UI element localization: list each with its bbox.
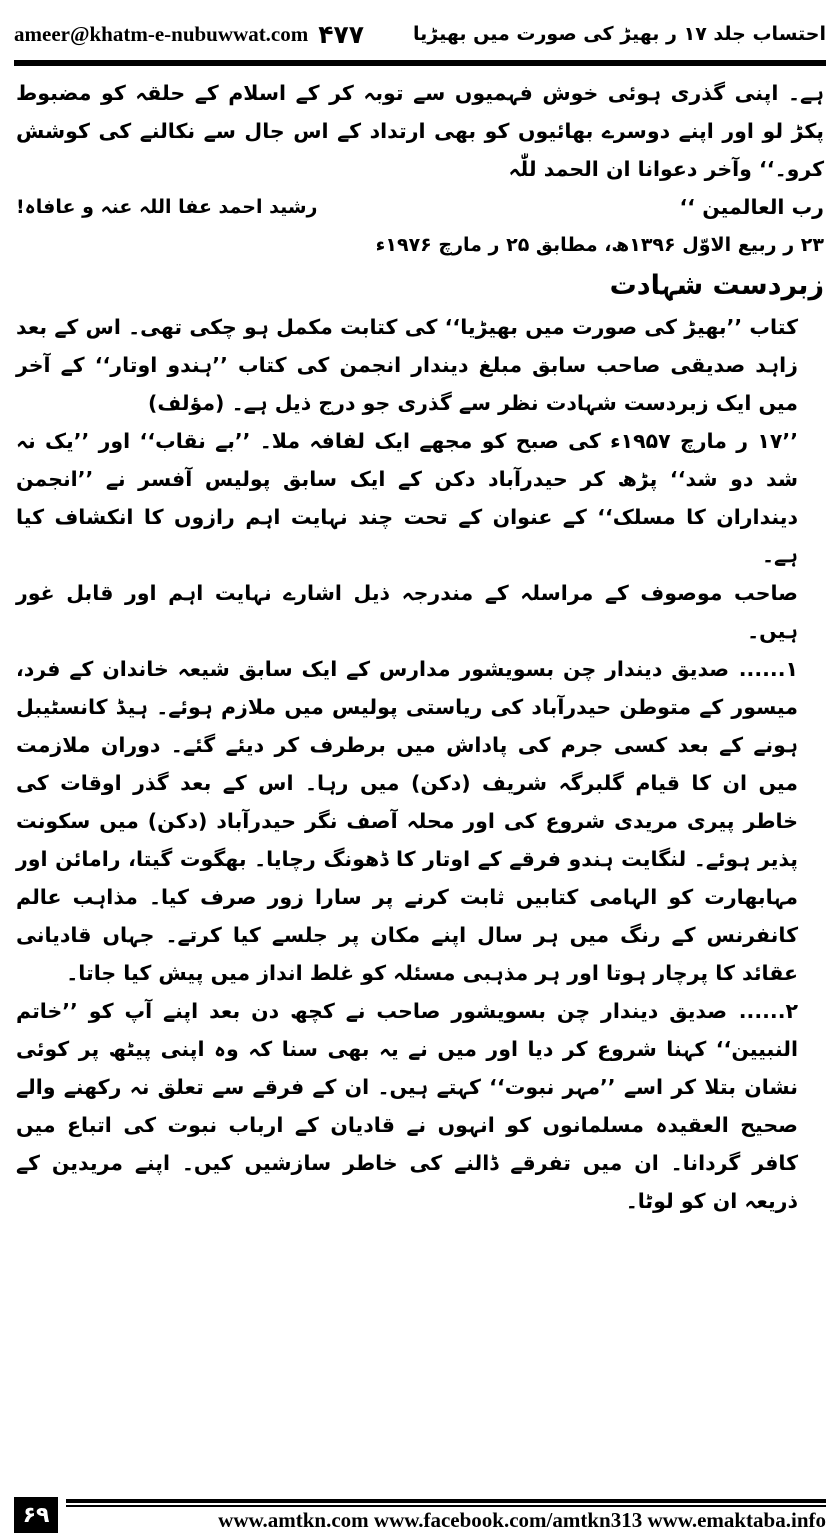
footer-links-area bbox=[58, 1497, 826, 1533]
footer-website-links[interactable]: www.amtkn.com www.facebook.com/amtkn313 www.emaktaba.info bbox=[218, 1508, 826, 1532]
list-item-2 bbox=[16, 992, 824, 1220]
list-item-1-text: صدیق دیندار چن بسویشور مدارس کے ایک سابق شیعہ خاندان کے فرد، میسور کے متوطن حیدرآباد کی ریاستی پولیس میں ملازم ہوئے۔ ہیڈ کانسٹیبل ہونے کے بعد کسی جرم کی پاداش میں برطرف کر دیئے گئے۔ دوران ملازمت میں ان کا قیام گلبرگہ شریف (دکن) میں رہا۔ اس کے بعد گذر اوقات کی خاطر پیری مریدی شروع کی اور محلہ آصف نگر حیدرآباد (دکن) میں سکونت پذیر ہوئے۔ لنگایت ہندو فرقے کے اوتار کا ڈھونگ رچایا۔ بھگوت گیتا، رامائن اور مہابھارت کو الہامی کتابیں ثابت کرنے پر سارا زور صرف کیا۔ مذاہب عالم کانفرنس کے رنگ میں ہر سال اپنے مکان پر جلسے کیا کرتے۔ جہاں قادیانی عقائد کا پرچار ہوتا اور ہر مذہبی مسئلہ کو غلط انداز میں پیش کیا جاتا۔ bbox=[16, 657, 798, 985]
paragraph-intro: کتاب ’’بھیڑ کی صورت میں بھیڑیا‘‘ کی کتابت مکمل ہو چکی تھی۔ اس کے بعد زاہد صدیقی صاحب سابق مبلغ دیندار انجمن کی کتاب ’’ہندو اوتار‘‘ کے آخر میں ایک زبردست شہادت نظر سے گذری جو درج ذیل ہے۔ (مؤلف) bbox=[16, 315, 798, 415]
list-item-1 bbox=[16, 650, 824, 992]
signature-row bbox=[16, 188, 824, 226]
page-body bbox=[16, 74, 824, 1220]
letter-date: ۲۳ ر ربیع الاوّل ۱۳۹۶ھ، مطابق ۲۵ ر مارچ ۱۹۷۶ء bbox=[375, 234, 824, 256]
header-page-number: ۴۷۷ bbox=[318, 19, 365, 49]
page-footer bbox=[14, 1497, 826, 1533]
list-item-1-number: ۱...... bbox=[738, 657, 798, 681]
signature: رشید احمد عفا اللہ عنہ و عافاہ! bbox=[16, 196, 318, 218]
header-left bbox=[14, 20, 364, 49]
list-item-2-number: ۲...... bbox=[738, 999, 798, 1023]
closing-phrase: رب العالمین ‘‘ bbox=[679, 195, 824, 219]
paragraph-closing-letter: ہے۔ اپنی گذری ہوئی خوش فہمیوں سے توبہ کر کے اسلام کے حلقہ کو مضبوط پکڑ لو اور اپنے دوسرے بھائیوں کو بھی ارتداد کے اس جال سے نکالنے کی کوشش کرو۔‘‘ وآخر دعوانا ان الحمد للّٰہ bbox=[16, 81, 824, 181]
running-title: احتساب جلد ۱۷ ر بھیڑ کی صورت میں بھیڑیا bbox=[413, 23, 826, 45]
footer-page-number: ۶۹ bbox=[14, 1497, 58, 1533]
paragraph-letter-received: ’’۱۷ ر مارچ ۱۹۵۷ء کی صبح کو مجھے ایک لفافہ ملا۔ ’’بے نقاب‘‘ اور ’’یک نہ شد دو شد‘‘ پڑھ کر حیدرآباد دکن کے ایک سابق پولیس آفسر نے ’’انجمن دینداران کا مسلک‘‘ کے عنوان کے تحت چند نہایت اہم رازوں کا انکشاف کیا ہے۔ bbox=[16, 429, 798, 567]
page-header bbox=[14, 12, 826, 56]
section-heading: زبردست شہادت bbox=[609, 270, 824, 301]
list-item-2-text: صدیق دیندار چن بسویشور صاحب نے کچھ دن بعد اپنے آپ کو ’’خاتم النبیین‘‘ کہنا شروع کر دیا اور میں نے یہ بھی سنا کہ وہ اپنی پیٹھ پر کوئی نشان بتلا کر اسے ’’مہر نبوت‘‘ کہتے ہیں۔ ان کے فرقے سے تعلق نہ رکھنے والے صحیح العقیدہ مسلمانوں کو انہوں نے قادیان کے ارباب نبوت کی اتباع میں کافر گردانا۔ ان میں تفرقے ڈالنے کی خاطر سازشیں کیں۔ اپنے مریدین کے ذریعہ ان کو لوٹا۔ bbox=[16, 999, 798, 1213]
header-email-link[interactable]: ameer@khatm-e-nubuwwat.com bbox=[14, 21, 309, 46]
paragraph-points-intro: صاحب موصوف کے مراسلہ کے مندرجہ ذیل اشارے نہایت اہم اور قابل غور ہیں۔ bbox=[16, 581, 798, 643]
header-rule bbox=[14, 60, 826, 66]
